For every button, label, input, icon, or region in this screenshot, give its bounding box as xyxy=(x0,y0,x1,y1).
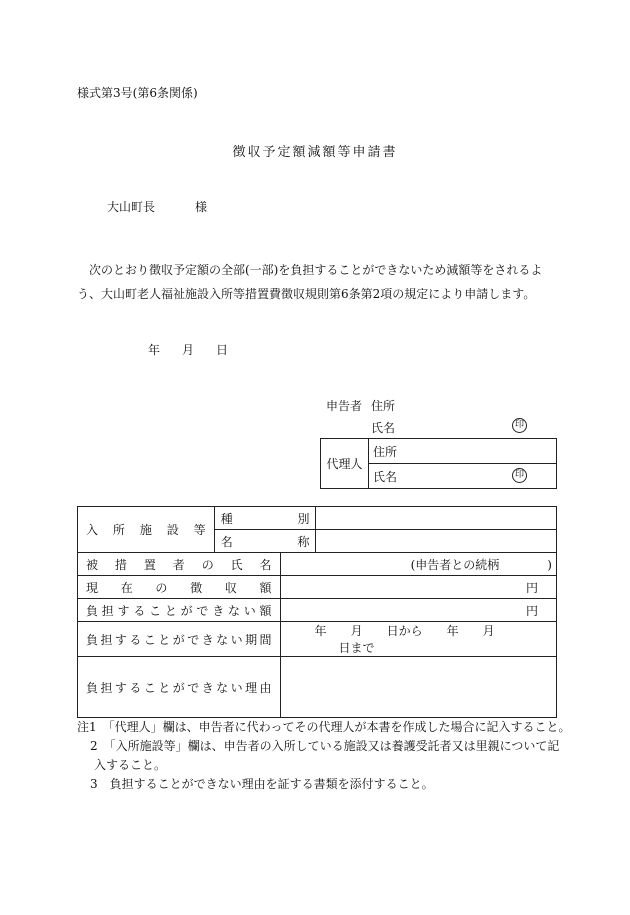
period-day-from: 日から xyxy=(386,624,423,638)
current-amount-field[interactable]: 円 xyxy=(280,576,556,599)
facility-type-label: 種別 xyxy=(214,507,316,530)
current-amount-label: 現在の徴収額 xyxy=(78,576,281,599)
note-2-line-2: 入すること。 xyxy=(94,758,167,772)
note-1: 注1 「代理人」欄は、申告者に代わってその代理人が本書を作成した場合に記入すること。 xyxy=(77,720,571,734)
body-text: 次のとおり徴収予定額の全部(一部)を負担することができないため減額等をされるよう、大山町老人福祉施設入所等措置費徴収規則第6条第2項の規定により申請します。 xyxy=(77,263,543,301)
unpayable-period-field[interactable] xyxy=(280,622,556,657)
date-line xyxy=(148,341,228,358)
period-month-1: 月 xyxy=(350,624,363,638)
main-table xyxy=(77,506,557,718)
date-year: 年 xyxy=(148,343,161,357)
document-title: 徴収予定額減額等申請書 xyxy=(232,145,398,160)
unpayable-amount-label: 負担することができない額 xyxy=(78,599,281,622)
reason-field[interactable] xyxy=(280,657,556,718)
addressee-name: 大山町長 xyxy=(107,200,156,214)
declarant-seal-icon: 印 xyxy=(512,418,527,433)
period-year-2: 年 xyxy=(446,624,459,638)
note-2-line-1: 2 「入所施設等」欄は、申告者の入所している施設又は養護受託者又は里親について記 xyxy=(90,739,560,753)
facility-name-label: 名称 xyxy=(214,530,316,553)
reason-label: 負担することができない理由 xyxy=(78,657,281,718)
form-number: 様式第3号(第6条関係) xyxy=(77,86,198,100)
agent-address-label: 住所 xyxy=(369,439,557,464)
agent-label: 代理人 xyxy=(321,439,369,489)
note-3: 3 負担することができない理由を証する書類を添付すること。 xyxy=(90,777,434,791)
date-month: 月 xyxy=(182,343,195,357)
unpayable-amount-field[interactable]: 円 xyxy=(280,599,556,622)
declarant-name-label: 氏名 xyxy=(371,421,396,435)
unpayable-period-label: 負担することができない期間 xyxy=(78,622,281,657)
agent-name-label: 氏名 xyxy=(369,464,557,489)
facility-name-field[interactable] xyxy=(316,530,557,553)
addressee xyxy=(107,198,207,215)
agent-seal-icon: 印 xyxy=(512,468,527,483)
declarant-label: 申告者 xyxy=(326,399,363,413)
date-day: 日 xyxy=(216,343,229,357)
facility-label: 入所施設等 xyxy=(78,507,215,553)
facility-type-field[interactable] xyxy=(316,507,557,530)
declarant-address-label: 住所 xyxy=(371,399,396,413)
person-name-label: 被措置者の氏名 xyxy=(78,553,281,576)
period-year-1: 年 xyxy=(314,624,327,638)
notes xyxy=(77,718,571,794)
addressee-honorific: 様 xyxy=(195,200,208,214)
person-name-field[interactable]: (申告者との続柄 ) xyxy=(280,553,556,576)
period-month-2: 月 xyxy=(482,624,495,638)
period-day-to: 日まで xyxy=(338,641,375,655)
